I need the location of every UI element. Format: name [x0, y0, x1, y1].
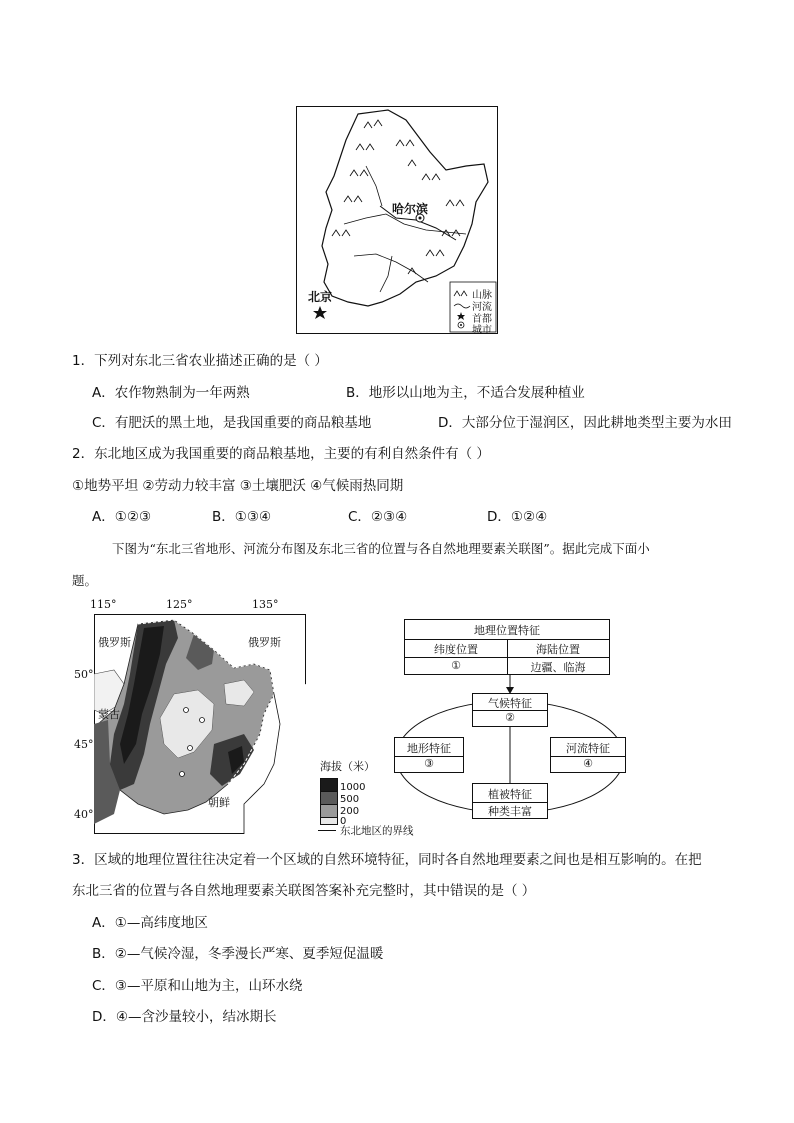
label-mongolia: 蒙古	[98, 708, 120, 721]
legend-city: 城市	[472, 325, 492, 336]
q1-option-d: D．大部分位于湿润区，因此耕地类型主要为水田	[438, 415, 732, 431]
vegetation-label: 植被特征	[488, 788, 532, 801]
elevation-legend-title: 海拔（米）	[320, 760, 375, 773]
legend-swatch-200	[320, 804, 338, 818]
legend-river: 河流	[472, 302, 492, 313]
legend-value-200: 200	[340, 806, 360, 817]
q3-stem-line-1: 3．区域的地理位置往往决定着一个区域的自然环境特征，同时各自然地理要素之间也是相互影响的。在把	[72, 852, 702, 868]
q2-option-b: B．①③④	[212, 509, 272, 525]
lat-label-45: 45°	[74, 738, 94, 751]
q2-stem: 2．东北地区成为我国重要的商品粮基地，主要的有利自然条件有（ ）	[72, 446, 490, 462]
q3-option-a: A．①—高纬度地区	[92, 915, 208, 931]
legend-swatch-0	[320, 817, 338, 825]
q1-option-a: A．农作物熟制为一年两熟	[92, 385, 250, 401]
q2-items: ①地势平坦 ②劳动力较丰富 ③土壤肥沃 ④气候雨热同期	[72, 478, 404, 494]
elevation-map-figure	[74, 598, 424, 838]
q3-option-b: B．②—气候冷湿，冬季漫长严寒、夏季短促温暖	[92, 946, 384, 962]
legend-mountain: 山脉	[472, 290, 492, 301]
q1-stem: 1．下列对东北三省农业描述正确的是（ ）	[72, 353, 328, 369]
vegetation-value: 种类丰富	[488, 805, 532, 818]
legend-value-1000: 1000	[340, 782, 366, 793]
vegetation-box	[472, 783, 548, 819]
terrain-box	[394, 737, 464, 773]
blank-2: ②	[505, 711, 515, 724]
terrain-label: 地形特征	[407, 742, 451, 755]
lat-label-50: 50°	[74, 668, 94, 681]
river-box	[550, 737, 626, 773]
blank-4: ④	[583, 757, 593, 770]
q3-option-d: D．④—含沙量较小，结冰期长	[92, 1009, 277, 1025]
sea-land-position-label: 海陆位置	[536, 643, 580, 656]
position-table	[404, 619, 610, 675]
q3-option-c: C．③—平原和山地为主，山环水绕	[92, 978, 303, 994]
label-russia-east: 俄罗斯	[248, 636, 281, 649]
lon-label-135: 135°	[252, 598, 279, 611]
blank-3: ③	[424, 757, 434, 770]
boundary-legend-line	[318, 830, 336, 831]
intro-line-1: 下图为“东北三省地形、河流分布图及东北三省的位置与各自然地理要素关联图”。据此完成下面小	[112, 541, 650, 556]
position-title: 地理位置特征	[474, 624, 540, 637]
northeast-map-figure	[296, 106, 498, 334]
legend-swatch-500	[320, 791, 338, 805]
blank-1: ①	[451, 659, 461, 672]
boundary-legend-label: 东北地区的界线	[340, 825, 414, 837]
sea-land-value: 边疆、临海	[530, 661, 586, 674]
lat-label-40: 40°	[74, 808, 94, 821]
q1-option-b: B．地形以山地为主，不适合发展种植业	[346, 385, 585, 401]
lon-label-115: 115°	[90, 598, 117, 611]
label-korea: 朝鲜	[208, 796, 230, 809]
q1-option-c: C．有肥沃的黑土地，是我国重要的商品粮基地	[92, 415, 372, 431]
river-label: 河流特征	[566, 742, 610, 755]
legend-value-500: 500	[340, 794, 360, 805]
q2-option-d: D．①②④	[487, 509, 548, 525]
capital-label: 北京	[308, 290, 333, 304]
q2-option-c: C．②③④	[348, 509, 408, 525]
latitude-position-label: 纬度位置	[434, 643, 478, 656]
climate-label: 气候特征	[488, 697, 532, 710]
climate-box	[472, 693, 548, 727]
label-russia-west: 俄罗斯	[98, 636, 131, 649]
legend-capital: 首都	[472, 314, 492, 325]
legend-swatch-1000	[320, 778, 338, 792]
city-label: 哈尔滨	[392, 202, 429, 216]
relation-diagram	[390, 615, 630, 825]
legend-value-0: 0	[340, 816, 347, 827]
q3-stem-line-2: 东北三省的位置与各自然地理要素关联图答案补充完整时，其中错误的是（ ）	[72, 883, 536, 899]
intro-line-2: 题。	[72, 573, 98, 588]
lon-label-125: 125°	[166, 598, 193, 611]
q2-option-a: A．①②③	[92, 509, 152, 525]
